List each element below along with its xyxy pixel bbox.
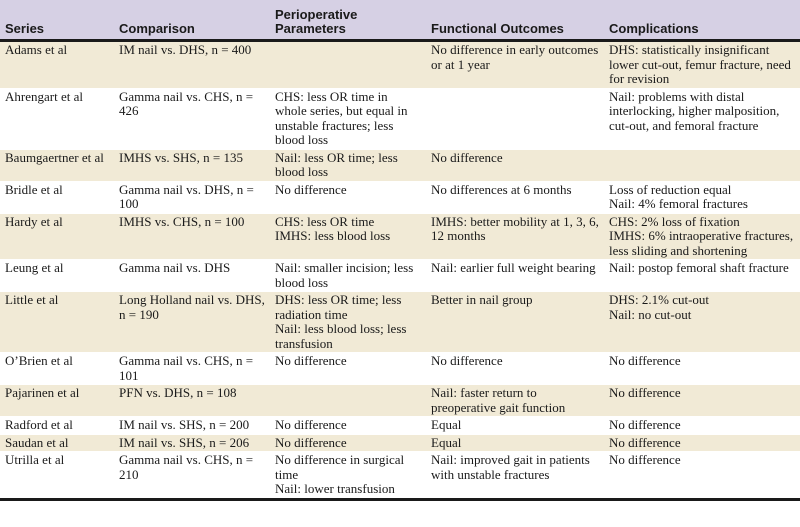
- cell-line: No difference: [431, 353, 503, 368]
- cell-series: Bridle et al: [0, 181, 114, 213]
- cell-complications: [604, 181, 800, 213]
- cell-line: Nail: less OR time; less blood loss: [275, 149, 398, 179]
- header-comparison: Comparison: [114, 0, 270, 41]
- cell-line: CHS: 2% loss of fixation: [609, 213, 740, 229]
- cell-functional: [426, 353, 604, 385]
- table-row: [0, 181, 800, 213]
- cell-perioperative: [270, 149, 426, 181]
- cell-complications: [604, 41, 800, 89]
- cell-perioperative: [270, 385, 426, 417]
- cell-line: No difference: [275, 417, 347, 432]
- header-row: [0, 0, 800, 41]
- table-row: [0, 417, 800, 435]
- cell-complications: [604, 434, 800, 452]
- table-row: [0, 434, 800, 452]
- cell-line: IMHS: better mobility at 1, 3, 6, 12 months: [431, 213, 599, 243]
- cell-line: No difference: [609, 385, 681, 400]
- cell-functional: [426, 452, 604, 500]
- cell-line: No difference in surgical time: [275, 452, 405, 482]
- cell-comparison: Gamma nail vs. DHS, n = 100: [114, 181, 270, 213]
- cell-line: Equal: [431, 417, 462, 432]
- cell-complications: [604, 88, 800, 149]
- cell-functional: [426, 88, 604, 149]
- cell-comparison: IMHS vs. SHS, n = 135: [114, 149, 270, 181]
- cell-line: Nail: postop femoral shaft fracture: [609, 260, 789, 275]
- cell-line: Nail: improved gait in patients with unstable fractures: [431, 452, 590, 482]
- cell-series: Radford et al: [0, 417, 114, 435]
- cell-comparison: IM nail vs. DHS, n = 400: [114, 41, 270, 89]
- cell-line: DHS: less OR time; less radiation time: [275, 292, 402, 322]
- cell-line: Better in nail group: [431, 292, 533, 307]
- cell-comparison: IMHS vs. CHS, n = 100: [114, 213, 270, 260]
- cell-perioperative: [270, 292, 426, 353]
- table-row: [0, 260, 800, 292]
- table-row: [0, 213, 800, 260]
- header-perioperative: Perioperative Parameters: [270, 0, 426, 41]
- table-row: [0, 452, 800, 500]
- cell-functional: [426, 292, 604, 353]
- cell-series: Saudan et al: [0, 434, 114, 452]
- cell-functional: [426, 149, 604, 181]
- header-series: Series: [0, 0, 114, 41]
- cell-perioperative: [270, 213, 426, 260]
- cell-perioperative: [270, 260, 426, 292]
- cell-series: Ahrengart et al: [0, 88, 114, 149]
- cell-line: Nail: 4% femoral fractures: [609, 196, 748, 211]
- cell-comparison: Gamma nail vs. DHS: [114, 260, 270, 292]
- cell-series: Baumgaertner et al: [0, 149, 114, 181]
- cell-line: CHS: less OR time in whole series, but equal in unstable fractures; less blood loss: [275, 88, 408, 147]
- cell-line: No difference: [275, 434, 347, 450]
- cell-functional: [426, 181, 604, 213]
- cell-line: Nail: lower transfusion: [275, 481, 395, 496]
- cell-complications: [604, 417, 800, 435]
- cell-line: Loss of reduction equal: [609, 181, 732, 197]
- cell-line: No difference: [275, 353, 347, 368]
- cell-line: No differences at 6 months: [431, 181, 572, 197]
- cell-perioperative: [270, 181, 426, 213]
- cell-perioperative: [270, 353, 426, 385]
- cell-comparison: Gamma nail vs. CHS, n = 426: [114, 88, 270, 149]
- cell-comparison: Gamma nail vs. CHS, n = 101: [114, 353, 270, 385]
- cell-functional: [426, 260, 604, 292]
- cell-line: Nail: problems with distal interlocking, higher malposition, cut-out, and femoral fracture: [609, 88, 780, 133]
- table-row: [0, 292, 800, 353]
- cell-functional: [426, 417, 604, 435]
- cell-comparison: Gamma nail vs. CHS, n = 210: [114, 452, 270, 500]
- cell-comparison: Long Holland nail vs. DHS, n = 190: [114, 292, 270, 353]
- cell-functional: [426, 41, 604, 89]
- cell-complications: [604, 213, 800, 260]
- header-complications: Complications: [604, 0, 800, 41]
- cell-series: Little et al: [0, 292, 114, 353]
- cell-line: Nail: faster return to preoperative gait function: [431, 385, 566, 415]
- cell-line: CHS: less OR time: [275, 213, 375, 229]
- cell-comparison: IM nail vs. SHS, n = 200: [114, 417, 270, 435]
- cell-line: No difference: [431, 149, 503, 165]
- cell-perioperative: [270, 88, 426, 149]
- cell-complications: [604, 149, 800, 181]
- cell-line: DHS: 2.1% cut-out: [609, 292, 710, 307]
- cell-line: No difference: [609, 452, 681, 467]
- cell-comparison: PFN vs. DHS, n = 108: [114, 385, 270, 417]
- table-header: [0, 0, 800, 41]
- cell-line: No difference: [609, 417, 681, 432]
- cell-complications: [604, 260, 800, 292]
- cell-line: DHS: statistically insignificant lower cut-out, femur fracture, need for revision: [609, 42, 791, 86]
- table-row: [0, 88, 800, 149]
- cell-line: Nail: no cut-out: [609, 306, 692, 322]
- cell-complications: [604, 292, 800, 353]
- cell-complications: [604, 385, 800, 417]
- cell-functional: [426, 434, 604, 452]
- cell-comparison: IM nail vs. SHS, n = 206: [114, 434, 270, 452]
- cell-series: Adams et al: [0, 41, 114, 89]
- cell-complications: [604, 452, 800, 500]
- cell-line: No difference: [609, 434, 681, 450]
- cell-line: IMHS: less blood loss: [275, 228, 391, 243]
- cell-line: No difference: [609, 353, 681, 368]
- cell-complications: [604, 353, 800, 385]
- cell-line: IMHS: 6% intraoperative fractures, less sliding and shortening: [609, 228, 794, 258]
- cell-line: Nail: smaller incision; less blood loss: [275, 260, 414, 290]
- table-row: [0, 353, 800, 385]
- cell-line: Nail: less blood loss; less transfusion: [275, 321, 407, 351]
- cell-line: Equal: [431, 434, 462, 450]
- table-body: [0, 41, 800, 500]
- cell-series: Leung et al: [0, 260, 114, 292]
- cell-line: No difference in early outcomes or at 1 year: [431, 42, 599, 72]
- cell-series: Pajarinen et al: [0, 385, 114, 417]
- table-row: [0, 41, 800, 89]
- cell-line: No difference: [275, 181, 347, 197]
- cell-series: Hardy et al: [0, 213, 114, 260]
- table-row: [0, 149, 800, 181]
- cell-perioperative: [270, 434, 426, 452]
- cell-functional: [426, 213, 604, 260]
- cell-functional: [426, 385, 604, 417]
- cell-series: Utrilla et al: [0, 452, 114, 500]
- table-row: [0, 385, 800, 417]
- header-functional: Functional Outcomes: [426, 0, 604, 41]
- cell-perioperative: [270, 417, 426, 435]
- cell-line: Nail: earlier full weight bearing: [431, 260, 596, 275]
- cell-perioperative: [270, 452, 426, 500]
- cell-series: O’Brien et al: [0, 353, 114, 385]
- cell-perioperative: [270, 41, 426, 89]
